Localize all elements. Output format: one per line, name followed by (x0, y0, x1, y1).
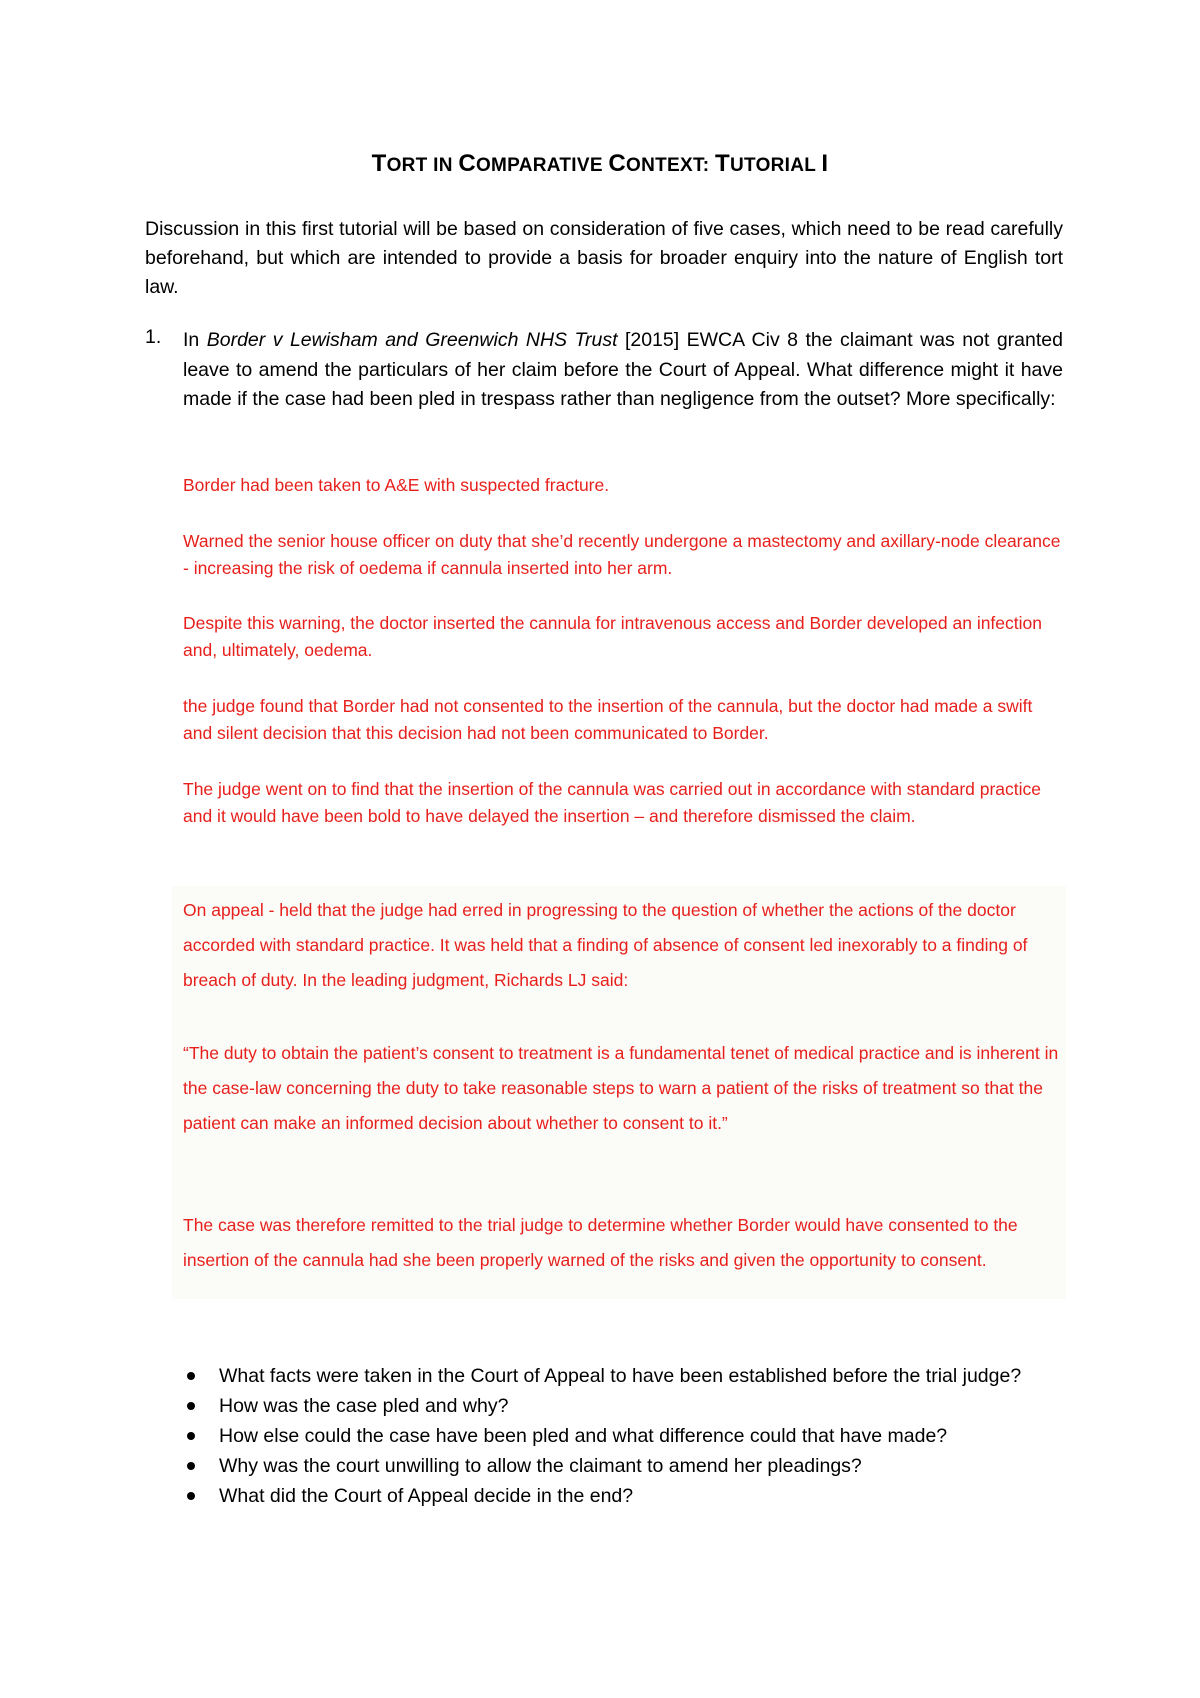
intro-paragraph: Discussion in this first tutorial will be based on consideration of five cases, which need to be read carefully beforehand, but which are intended to provide a basis for broader enquiry into the nature of English tort law. (145, 218, 1063, 298)
remittal-paragraph: The case was therefore remitted to the trial judge to determine whether Border would have consented to the insertion of the cannula had she been properly warned of the risks and given the opportunity to consent. (183, 1215, 1018, 1270)
bullet-item (183, 1361, 1063, 1391)
bullet-icon (187, 1432, 195, 1440)
bullet-text: How was the case pled and why? (219, 1395, 509, 1417)
quotation-paragraph: “The duty to obtain the patient’s consent to treatment is a fundamental tenet of medical practice and is inherent in the case-law concerning the duty to take reasonable steps to warn a patient of the risks of treatment so that the patient can make an informed decision about whether to consent to it.” (183, 1043, 1059, 1133)
question-text-part: In (183, 329, 207, 351)
bullet-icon (187, 1402, 195, 1410)
title-part: UTORIAL (729, 155, 822, 176)
title-part: C (608, 150, 627, 177)
document-title (0, 150, 1200, 178)
title-part: C (458, 150, 476, 177)
bullet-text: Why was the court unwilling to allow the claimant to amend her pleadings? (219, 1455, 862, 1477)
bullet-icon (187, 1492, 195, 1500)
bullet-item (183, 1451, 1063, 1481)
title-part: ORT IN (386, 155, 459, 176)
bullet-icon (187, 1372, 195, 1380)
question-number: 1. (145, 326, 162, 348)
title-part: I (821, 150, 829, 177)
note-paragraph: The judge went on to find that the insertion of the cannula was carried out in accordance with standard practice and it would have been bold to have delayed the insertion – and therefore dismissed the claim. (183, 779, 1042, 826)
bullet-item (183, 1481, 1063, 1511)
title-part: OMPARATIVE (475, 155, 609, 176)
title-part: T (715, 150, 730, 177)
question-1-text (183, 326, 1063, 415)
note-paragraph: Border had been taken to A&E with suspected fracture. (183, 475, 610, 495)
bullet-item (183, 1421, 1063, 1451)
bullet-item (183, 1391, 1063, 1421)
note-paragraph: the judge found that Border had not consented to the insertion of the cannula, but the doctor had made a swift and silent decision that this decision had not been communicated to Border. (183, 696, 1033, 743)
question-text-part: [2015] EWCA Civ 8 the claimant was not granted leave to amend the particulars of her claim before the Court of Appeal. What difference might it have made if the case had been pled in trespass rather than negligence from the outset? More specifically: (183, 329, 1063, 410)
note-paragraph: Despite this warning, the doctor inserted the cannula for intravenous access and Border developed an infection and, ultimately, oedema. (183, 613, 1042, 660)
title-part: T (371, 150, 387, 177)
bullet-text: How else could the case have been pled and what difference could that have made? (219, 1425, 948, 1447)
question-bullet-list (183, 1361, 1063, 1511)
note-paragraph: Warned the senior house officer on duty that she’d recently undergone a mastectomy and axillary-node clearance - increasing the risk of oedema if cannula inserted into her arm. (183, 531, 1061, 578)
bullet-icon (187, 1462, 195, 1470)
bullet-text: What did the Court of Appeal decide in the end? (219, 1485, 634, 1507)
case-name: Border v Lewisham and Greenwich NHS Trust (206, 329, 618, 351)
bullet-text: What facts were taken in the Court of Appeal to have been established before the trial judge? (219, 1365, 1022, 1387)
appeal-paragraph: On appeal - held that the judge had erred in progressing to the question of whether the actions of the doctor accorded with standard practice. It was held that a finding of absence of consent led inexorably to a finding of breach of duty. In the leading judgment, Richards LJ said: (183, 900, 1028, 990)
title-part: ONTEXT: (626, 155, 716, 176)
